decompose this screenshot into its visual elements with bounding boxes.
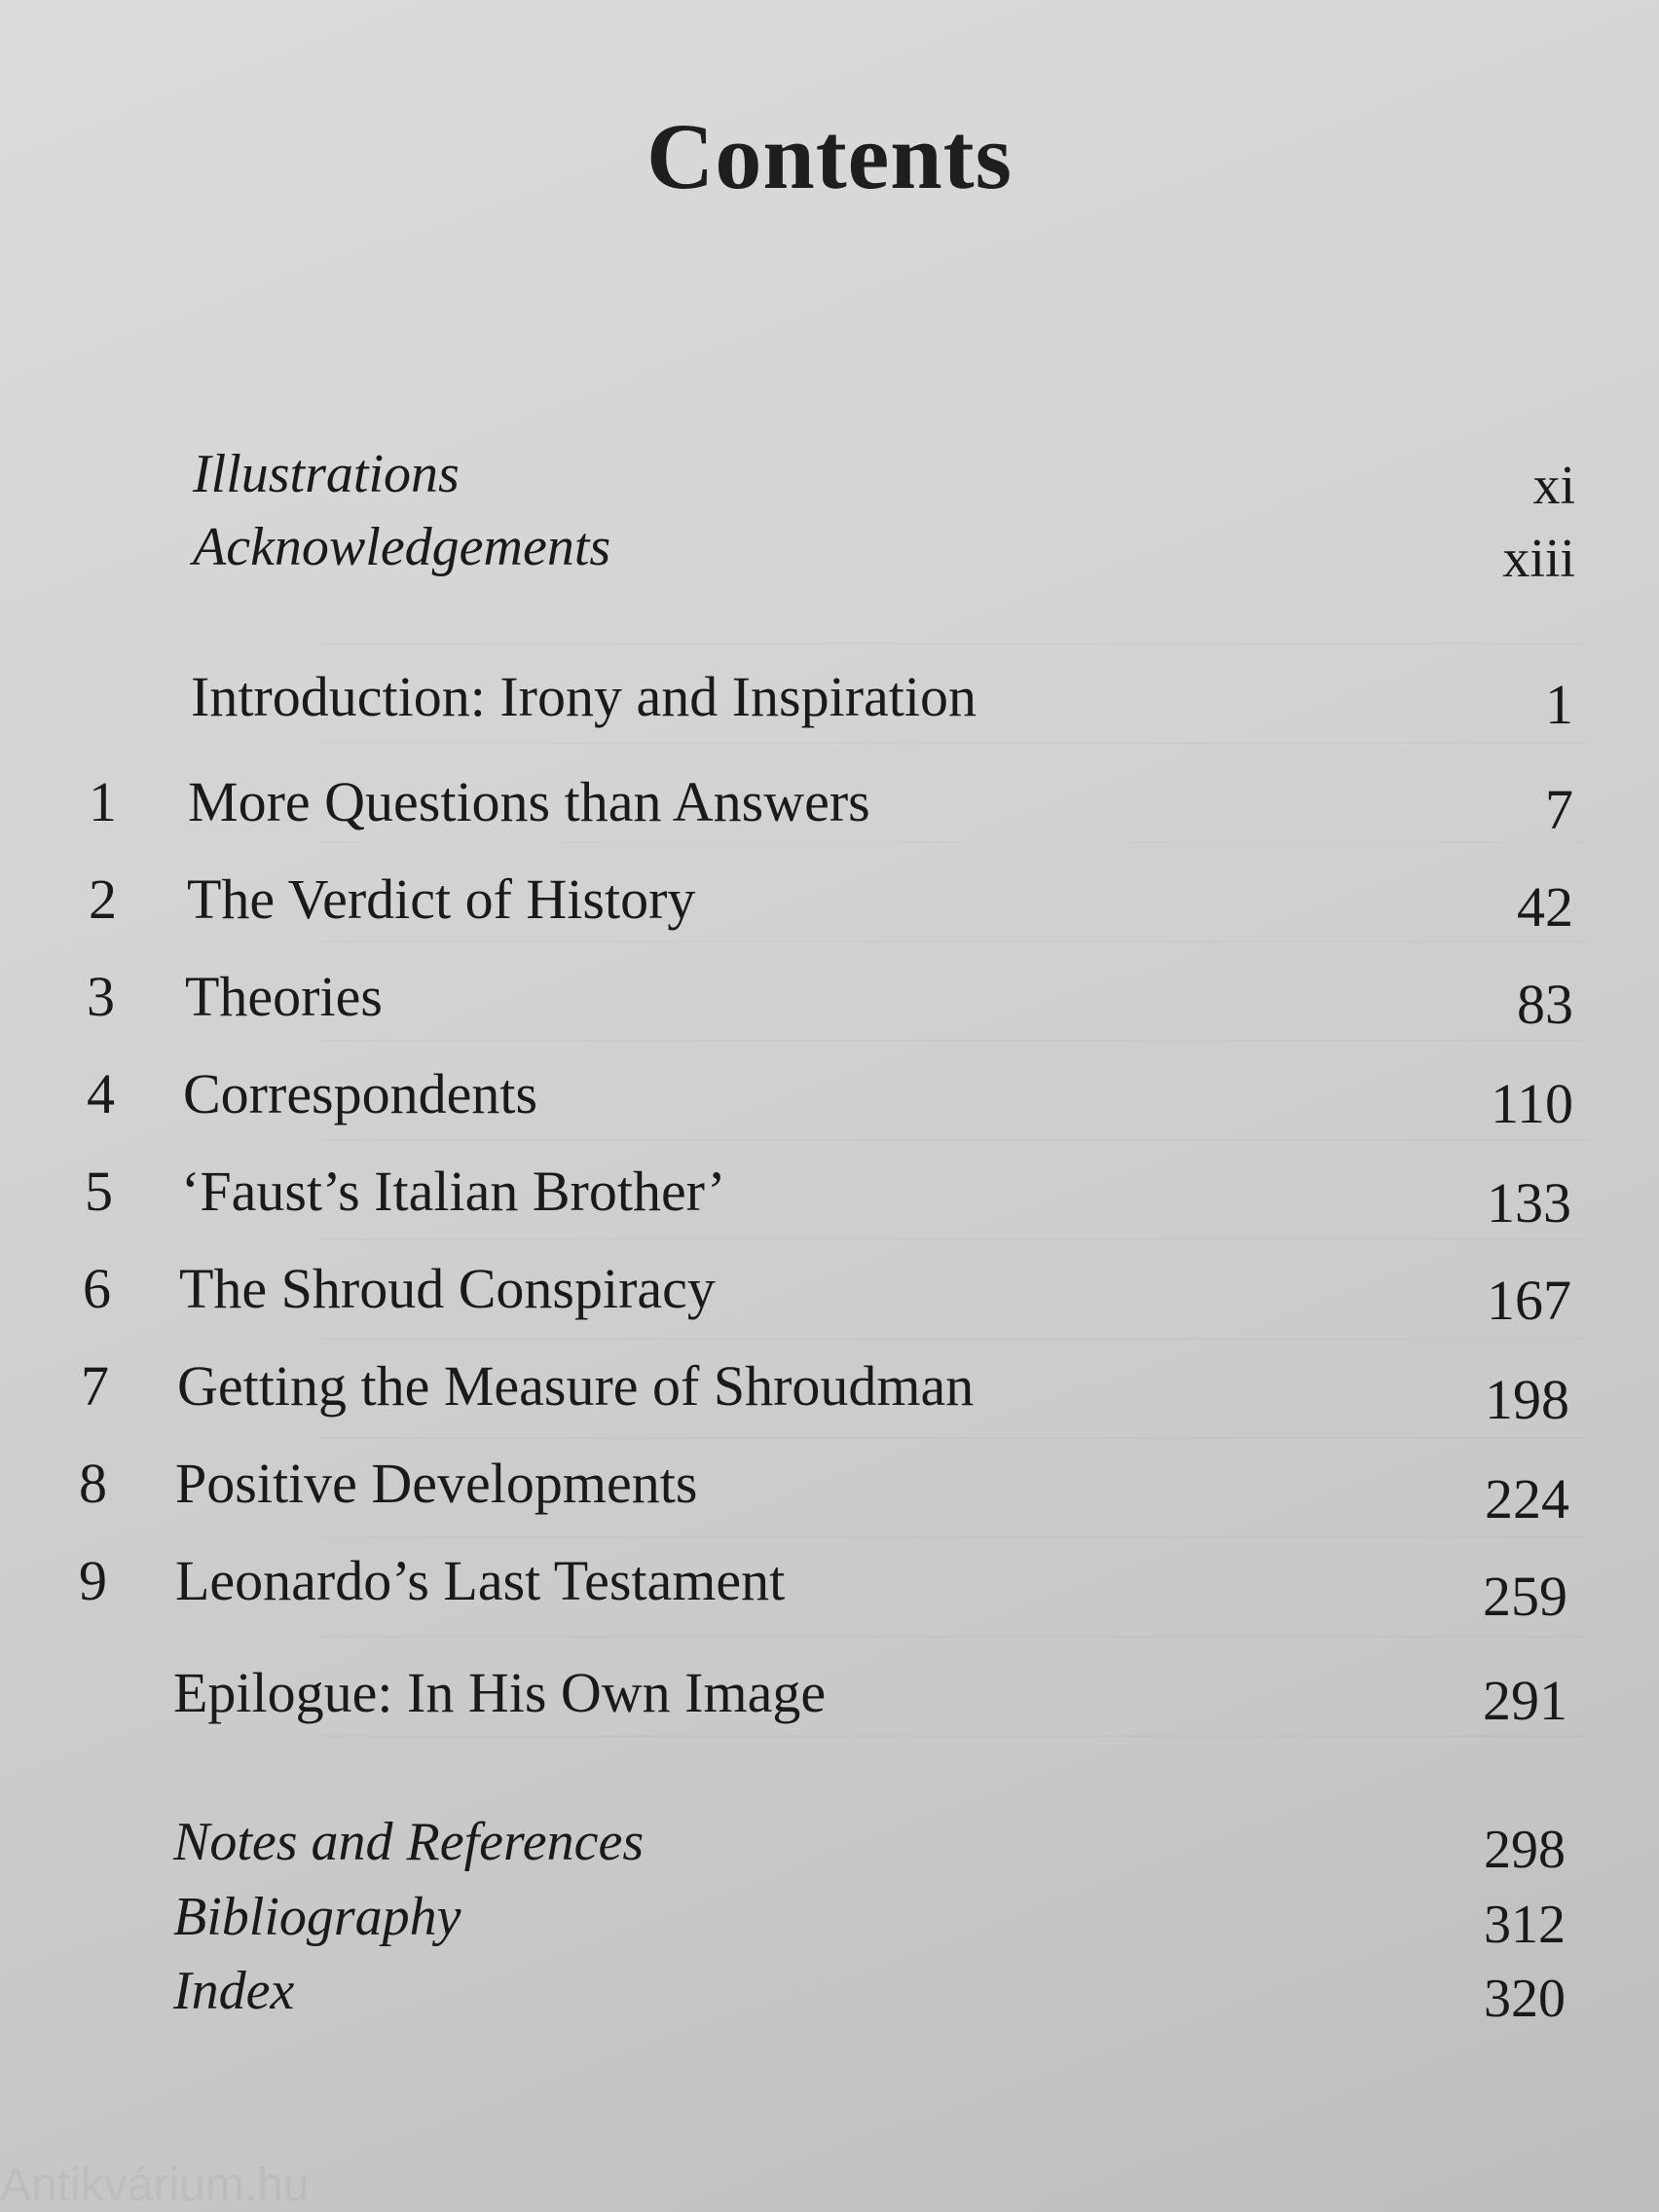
entry-label: Acknowledgements <box>193 517 611 577</box>
chapter-number: 2 <box>89 867 117 931</box>
entry-page: 224 <box>1485 1467 1569 1530</box>
toc-entry-chapter-9 <box>0 1548 1659 1636</box>
chapter-number: 6 <box>83 1257 111 1320</box>
entry-label: Bibliography <box>173 1887 461 1947</box>
entry-label: ‘Faust’s Italian Brother’ <box>181 1160 726 1223</box>
entry-label: Illustrations <box>193 444 460 504</box>
entry-page: 42 <box>1517 875 1573 939</box>
entry-page: 7 <box>1545 778 1573 841</box>
entry-page: 320 <box>1484 1969 1566 2029</box>
toc-entry-introduction <box>0 664 1659 752</box>
toc-entry-chapter-5 <box>0 1159 1659 1246</box>
toc-entry-chapter-6 <box>0 1256 1659 1344</box>
entry-page: xiii <box>1502 529 1575 589</box>
entry-label: More Questions than Answers <box>188 770 870 833</box>
entry-page: 198 <box>1485 1368 1569 1431</box>
entry-label: Notes and References <box>173 1812 645 1872</box>
entry-page: 167 <box>1487 1269 1571 1332</box>
toc-entry-chapter-1 <box>0 769 1659 857</box>
page-title: Contents <box>645 104 1013 208</box>
toc-entry-chapter-3 <box>0 964 1659 1051</box>
chapter-number: 9 <box>79 1549 107 1612</box>
entry-label: Introduction: Irony and Inspiration <box>191 665 977 728</box>
watermark: Antikvárium.hu <box>0 2159 310 2211</box>
toc-entry-chapter-7 <box>0 1353 1659 1441</box>
entry-page: 83 <box>1517 973 1573 1036</box>
entry-label: Leonardo’s Last Testament <box>175 1549 786 1612</box>
entry-page: 259 <box>1483 1565 1567 1628</box>
entry-page: 133 <box>1487 1171 1571 1235</box>
entry-label: Positive Developments <box>175 1452 698 1515</box>
toc-entry-chapter-2 <box>0 866 1659 954</box>
toc-entry-chapter-4 <box>0 1061 1659 1149</box>
entry-label: Getting the Measure of Shroudman <box>177 1354 975 1418</box>
entry-page: 291 <box>1483 1669 1567 1732</box>
toc-entry-epilogue <box>0 1660 1659 1748</box>
chapter-number: 1 <box>89 770 117 833</box>
entry-label: Epilogue: In His Own Image <box>173 1661 827 1724</box>
entry-page: 312 <box>1484 1895 1566 1955</box>
entry-label: Index <box>173 1961 295 2021</box>
entry-label: Theories <box>185 965 383 1028</box>
entry-page: 1 <box>1545 673 1573 736</box>
toc-entry-chapter-8 <box>0 1451 1659 1538</box>
toc-entry-acknowledgements <box>0 516 1659 604</box>
chapter-number: 8 <box>79 1452 107 1515</box>
toc-entry-index <box>0 1960 1659 2047</box>
entry-page: 298 <box>1484 1820 1566 1880</box>
entry-label: The Shroud Conspiracy <box>179 1257 716 1320</box>
chapter-number: 5 <box>85 1160 113 1223</box>
chapter-number: 4 <box>87 1062 115 1125</box>
chapter-number: 7 <box>81 1354 109 1418</box>
entry-label: The Verdict of History <box>187 867 696 931</box>
entry-label: Correspondents <box>183 1062 538 1125</box>
entry-page: 110 <box>1491 1072 1573 1135</box>
chapter-number: 3 <box>87 965 115 1028</box>
entry-page: xi <box>1532 456 1575 516</box>
